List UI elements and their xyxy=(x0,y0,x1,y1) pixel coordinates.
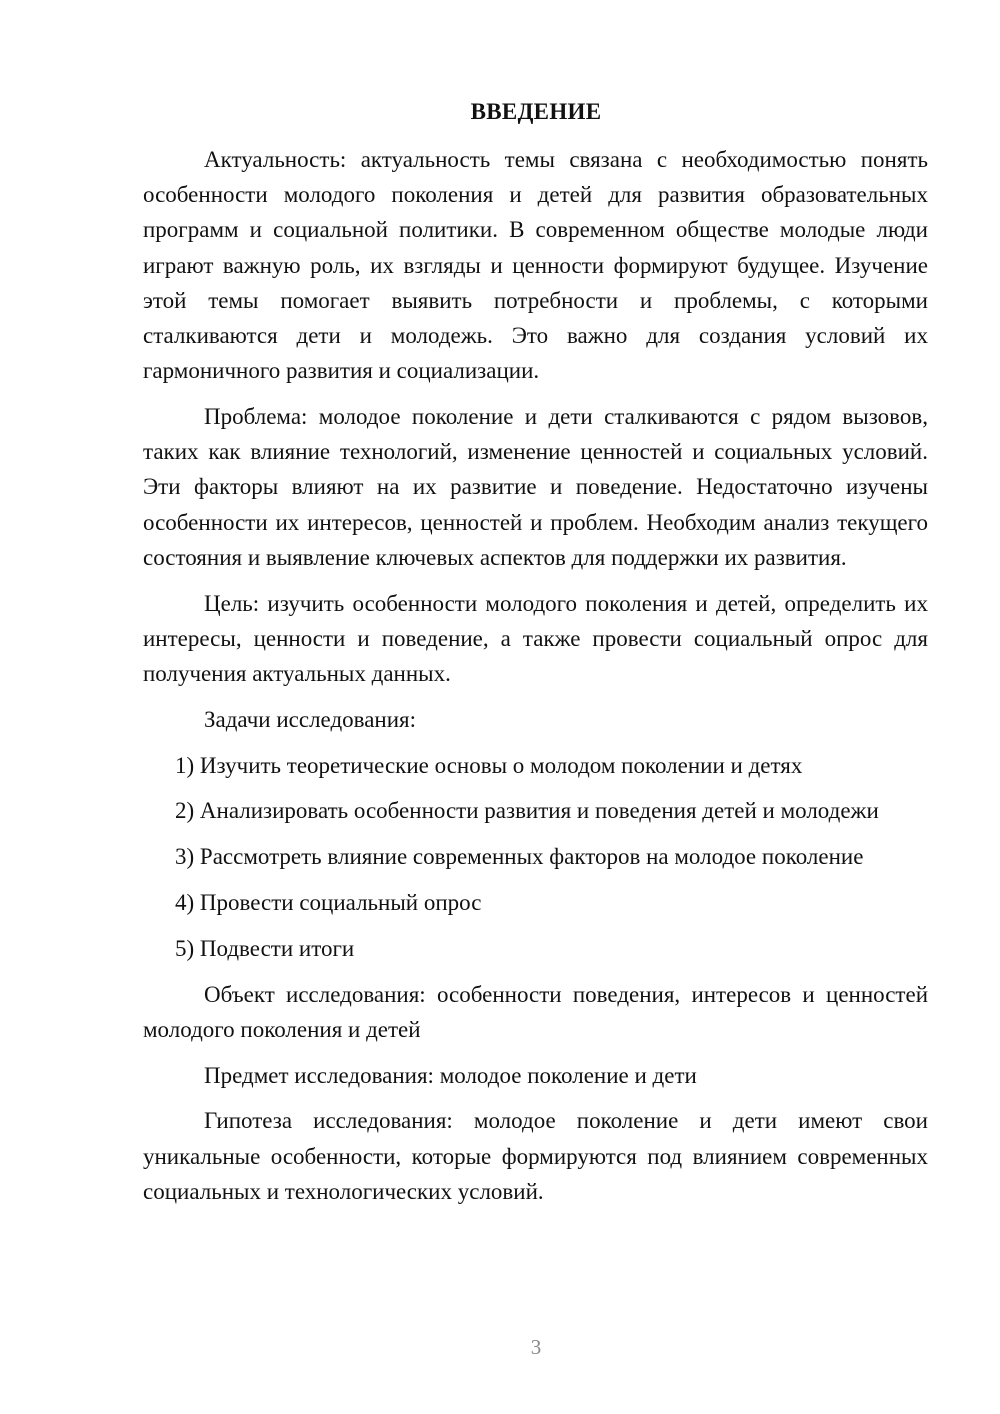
task-item: 4) Провести социальный опрос xyxy=(175,890,482,916)
task-item: 1) Изучить теоретические основы о молодом поколении и детях xyxy=(175,752,803,778)
paragraph-goal: Цель: изучить особенности молодого поколения и детей, определить их интересы, ценности и поведение, а также провести социальный опрос для получения актуальных данных. xyxy=(143,590,928,687)
page-title: ВВЕДЕНИЕ xyxy=(470,99,602,124)
paragraph-relevance: Актуальность: актуальность темы связана с необходимостью понять особенности молодого поколения и детей для развития образовательных программ и социальной политики. В современном обществе молодые люди играют важную роль, их взгляды и ценности формируют будущее. Изучение этой темы помогает выявить потребности и проблемы, с которыми сталкиваются дети и молодежь. Это важно для создания условий их гармоничного развития и социализации. xyxy=(143,147,928,384)
paragraph-subject: Предмет исследования: молодое поколение и дети xyxy=(204,1062,697,1088)
paragraph-problem: Проблема: молодое поколение и дети сталкиваются с рядом вызовов, таких как влияние технологий, изменение ценностей и социальных условий. Эти факторы влияют на их развитие и поведение. Недостаточно изучены особенности их интересов, ценностей и проблем. Необходим анализ текущего состояния и выявление ключевых аспектов для поддержки их развития. xyxy=(143,404,928,570)
document-body xyxy=(143,142,928,1220)
page-number: 3 xyxy=(530,1335,542,1359)
task-list xyxy=(143,748,928,966)
paragraph-hypothesis: Гипотеза исследования: молодое поколение и дети имеют свои уникальные особенности, которые формируются под влиянием современных социальных и технологических условий. xyxy=(143,1108,928,1204)
paragraph-tasks-title: Задачи исследования: xyxy=(204,706,417,732)
task-item: 2) Анализировать особенности развития и поведения детей и молодежи xyxy=(175,798,879,824)
task-item: 3) Рассмотреть влияние современных факторов на молодое поколение xyxy=(175,844,864,870)
paragraph-object: Объект исследования: особенности поведения, интересов и ценностей молодого поколения и детей xyxy=(143,981,928,1042)
task-item: 5) Подвести итоги xyxy=(175,935,355,961)
